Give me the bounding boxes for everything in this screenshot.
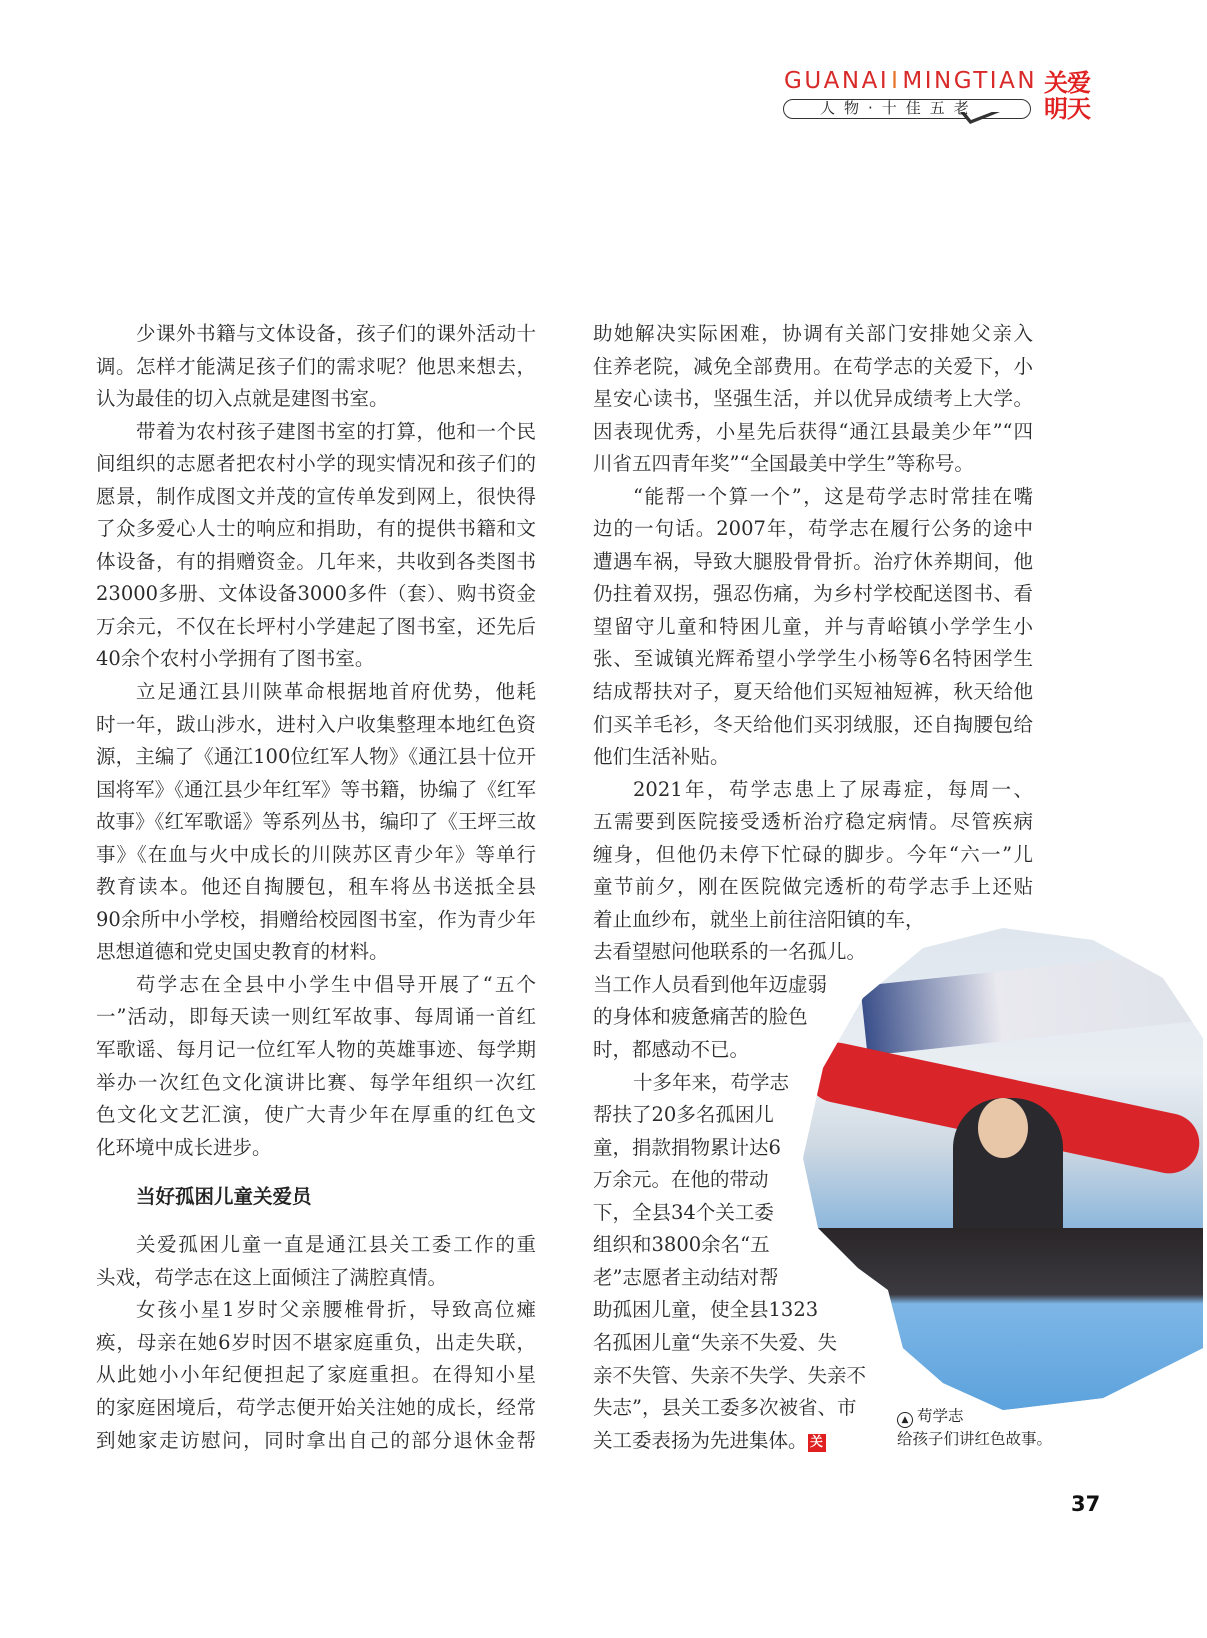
end-mark-logo: 关	[808, 1434, 826, 1452]
text-line	[593, 611, 1033, 644]
text-line-content: 他们生活补贴。	[593, 745, 730, 769]
section-heading: 当好孤困儿童关爱员	[136, 1185, 312, 1209]
text-line-content: 到她家走访慰问，同时拿出自己的部分退休金帮	[96, 1428, 536, 1452]
text-line	[593, 351, 1033, 384]
text-line	[96, 1067, 536, 1100]
caption-name: 苟学志	[917, 1407, 964, 1425]
text-line-content: 化环境中成长进步。	[96, 1135, 272, 1159]
text-line-content: 边的一句话。2007年，苟学志在履行公务的途中	[593, 517, 1033, 541]
text-line-content: 仍拄着双拐，强忍伤痛，为乡村学校配送图书、看	[593, 582, 1033, 606]
text-line	[593, 774, 1033, 807]
text-line-content: 十多年来，苟学志	[633, 1070, 790, 1094]
text-line-content: 源，主编了《通江100位红军人物》《通江县十位开	[96, 745, 536, 769]
text-line	[96, 383, 536, 416]
text-line-content: 助孤困儿童，使全县1323	[593, 1298, 819, 1322]
text-line	[593, 871, 1033, 904]
text-line	[96, 1132, 536, 1165]
text-line-content: 头戏，苟学志在这上面倾注了满腔真情。	[96, 1265, 448, 1289]
text-line-content: 当工作人员看到他年迈虚弱	[593, 972, 828, 996]
text-line-content: 结成帮扶对子，夏天给他们买短袖短裤，秋天给他	[593, 680, 1033, 704]
text-line-content: 举办一次红色文化演讲比赛、每学年组织一次红	[96, 1070, 536, 1094]
text-line-content: 教育读本。他还自掏腰包，租车将丛书送抵全县	[96, 875, 536, 899]
text-line-content: 带着为农村孩子建图书室的打算，他和一个民	[136, 419, 536, 443]
caption-text: 给孩子们讲红色故事。	[897, 1430, 1053, 1448]
camera-icon: ▲	[897, 1412, 913, 1428]
text-line	[96, 1327, 536, 1360]
text-line-content: 2021年，苟学志患上了尿毒症，每周一、	[633, 777, 1033, 801]
text-line-content: 川省五四青年奖”“全国最美中学生”等称号。	[593, 452, 974, 476]
text-line-content: 间组织的志愿者把农村小学的现实情况和孩子们的	[96, 452, 536, 476]
header-english-title	[784, 68, 1037, 94]
text-line-content: 万余元。在他的带动	[593, 1168, 769, 1192]
text-line	[593, 709, 1033, 742]
text-line-content: 了众多爱心人士的响应和捐助，有的提供书籍和文	[96, 517, 536, 541]
text-line-content: 事》《在血与火中成长的川陕苏区青少年》等单行	[96, 842, 536, 866]
text-line	[593, 741, 1033, 774]
text-line-content: 帮扶了20多名孤困儿	[593, 1103, 774, 1127]
text-line	[96, 1229, 536, 1262]
text-line	[96, 806, 536, 839]
text-line	[96, 871, 536, 904]
text-line-content: 愿景，制作成图文并茂的宣传单发到网上，很快得	[96, 484, 536, 508]
text-line-content: 张、至诚镇光辉希望小学学生小杨等6名特困学生	[593, 647, 1033, 671]
text-line	[96, 1294, 536, 1327]
text-line	[593, 578, 1033, 611]
text-line-content: 关爱孤困儿童一直是通江县关工委工作的重	[136, 1233, 536, 1257]
text-line-content: 组织和3800余名“五	[593, 1233, 770, 1257]
text-line	[96, 1262, 536, 1295]
photo-caption	[897, 1405, 1052, 1450]
text-line-content: 老”志愿者主动结对帮	[593, 1265, 779, 1289]
text-line	[96, 676, 536, 709]
section-label: 人物·十佳五老	[820, 99, 978, 117]
text-line	[96, 1001, 536, 1034]
text-line-content: 一”活动，即每天读一则红军故事、每周诵一首红	[96, 1005, 536, 1029]
text-line	[96, 936, 536, 969]
text-line-content: 23000多册、文体设备3000多件（套）、购书资金	[96, 582, 536, 606]
text-line	[96, 709, 536, 742]
text-line	[96, 351, 536, 384]
text-line-content: 时，都感动不已。	[593, 1038, 750, 1062]
text-line	[593, 643, 1033, 676]
header-en-left: GUANAI	[784, 68, 890, 94]
text-line	[96, 448, 536, 481]
text-line-content: 望留守儿童和特困儿童，并与青峪镇小学学生小	[593, 614, 1033, 638]
text-line	[96, 611, 536, 644]
text-line-content: 少课外书籍与文体设备，孩子们的课外活动十	[136, 322, 536, 345]
text-line-content: 星安心读书，坚强生活，并以优异成绩考上大学。	[593, 387, 1033, 411]
page-number: 37	[1071, 1492, 1101, 1516]
text-line	[96, 481, 536, 514]
text-line-content: 童节前夕，刚在医院做完透析的苟学志手上还贴	[593, 875, 1033, 899]
magazine-logo: 关爱明天	[1044, 69, 1090, 123]
text-line	[593, 806, 1033, 839]
text-line	[96, 774, 536, 807]
text-line-content: 调。怎样才能满足孩子们的需求呢？他思来想去，	[96, 354, 536, 378]
text-line	[593, 318, 1033, 351]
text-line-content: 因表现优秀，小星先后获得“通江县最美少年”“四	[593, 419, 1033, 443]
text-line-content: 苟学志在全县中小学生中倡导开展了“五个	[136, 972, 536, 996]
text-line	[96, 643, 536, 676]
text-line-content: 去看望慰问他联系的一名孤儿。	[593, 940, 867, 964]
text-line-content: 亲不失管、失亲不失学、失亲不	[593, 1363, 867, 1387]
text-line-content: 体设备，有的捐赠资金。几年来，共收到各类图书	[96, 549, 536, 573]
text-line	[593, 481, 1033, 514]
photo-banner	[860, 950, 1203, 1055]
text-line	[593, 416, 1033, 449]
text-line-content: 从此她小小年纪便担起了家庭重担。在得知小星	[96, 1363, 536, 1387]
text-line	[96, 318, 536, 351]
text-line	[593, 904, 1033, 937]
header-en-separator: I	[891, 68, 901, 94]
text-line	[593, 839, 1033, 872]
text-line	[593, 676, 1033, 709]
text-line-content: 们买羊毛衫，冬天给他们买羽绒服，还自掏腰包给	[593, 712, 1033, 736]
header-en-right: MINGTIAN	[902, 68, 1038, 94]
text-line	[96, 1425, 536, 1458]
text-line	[96, 741, 536, 774]
text-line	[96, 416, 536, 449]
text-line	[593, 448, 1033, 481]
text-line	[96, 1099, 536, 1132]
text-line-content: 五需要到医院接受透析治疗稳定病情。尽管疾病	[593, 810, 1033, 834]
text-line-content: 女孩小星1岁时父亲腰椎骨折，导致高位瘫	[136, 1298, 536, 1322]
text-line-content: 下，全县34个关工委	[593, 1200, 774, 1224]
text-line-content: 故事》《红军歌谣》等系列丛书，编印了《王坪三故	[96, 810, 536, 834]
text-line-content: 万余元，不仅在长坪村小学建起了图书室，还先后	[96, 614, 536, 638]
text-line-content: 童，捐款捐物累计达6	[593, 1135, 781, 1159]
text-line-content: 90余所中小学校，捐赠给校园图书室，作为青少年	[96, 907, 536, 931]
text-line-content: 关工委表扬为先进集体。	[593, 1428, 808, 1452]
text-line-content: 助她解决实际困难，协调有关部门安排她父亲入	[593, 322, 1033, 345]
text-line	[96, 578, 536, 611]
article-column-1	[96, 318, 536, 1457]
text-line-content: 时一年，跋山涉水，进村入户收集整理本地红色资	[96, 712, 536, 736]
text-line-content: 40余个农村小学拥有了图书室。	[96, 647, 375, 671]
text-line-content: 国将军》《通江县少年红军》等书籍，协编了《红军	[96, 777, 536, 801]
photo-elder-head	[978, 1098, 1028, 1158]
text-line-content: 遭遇车祸，导致大腿股骨骨折。治疗休养期间，他	[593, 549, 1033, 573]
text-line	[96, 1359, 536, 1392]
text-line	[96, 839, 536, 872]
text-line	[96, 1034, 536, 1067]
text-line-content: 思想道德和党史国史教育的材料。	[96, 940, 389, 964]
text-line-content: 军歌谣、每月记一位红军人物的英雄事迹、每学期	[96, 1038, 536, 1062]
text-line-content: 住养老院，减免全部费用。在苟学志的关爱下，小	[593, 354, 1033, 378]
text-line	[96, 904, 536, 937]
text-line-content: 立足通江县川陕革命根据地首府优势，他耗	[136, 680, 536, 704]
text-line	[96, 969, 536, 1002]
text-line-content: 的家庭困境后，苟学志便开始关注她的成长，经常	[96, 1395, 536, 1419]
text-line	[593, 546, 1033, 579]
text-line-content: “能帮一个算一个”，这是苟学志时常挂在嘴	[633, 484, 1033, 508]
text-line	[593, 383, 1033, 416]
text-line-content: 痪，母亲在她6岁时因不堪家庭重负，出走失联，	[96, 1330, 536, 1354]
text-line-content: 认为最佳的切入点就是建图书室。	[96, 387, 389, 411]
text-line	[593, 513, 1033, 546]
text-line	[96, 546, 536, 579]
text-line-content: 色文化文艺汇演，使广大青少年在厚重的红色文	[96, 1103, 536, 1127]
text-line-content: 的身体和疲惫痛苦的脸色	[593, 1005, 808, 1029]
text-line-content: 名孤困儿童“失亲不失爱、失	[593, 1330, 837, 1354]
text-line-content: 失志”，县关工委多次被省、市	[593, 1396, 857, 1420]
text-line-content: 缠身，但他仍未停下忙碌的脚步。今年“六一”儿	[593, 842, 1033, 866]
text-line-content: 着止血纱布，就坐上前往涪阳镇的车，	[593, 907, 925, 931]
text-line	[96, 513, 536, 546]
text-line	[96, 1392, 536, 1425]
